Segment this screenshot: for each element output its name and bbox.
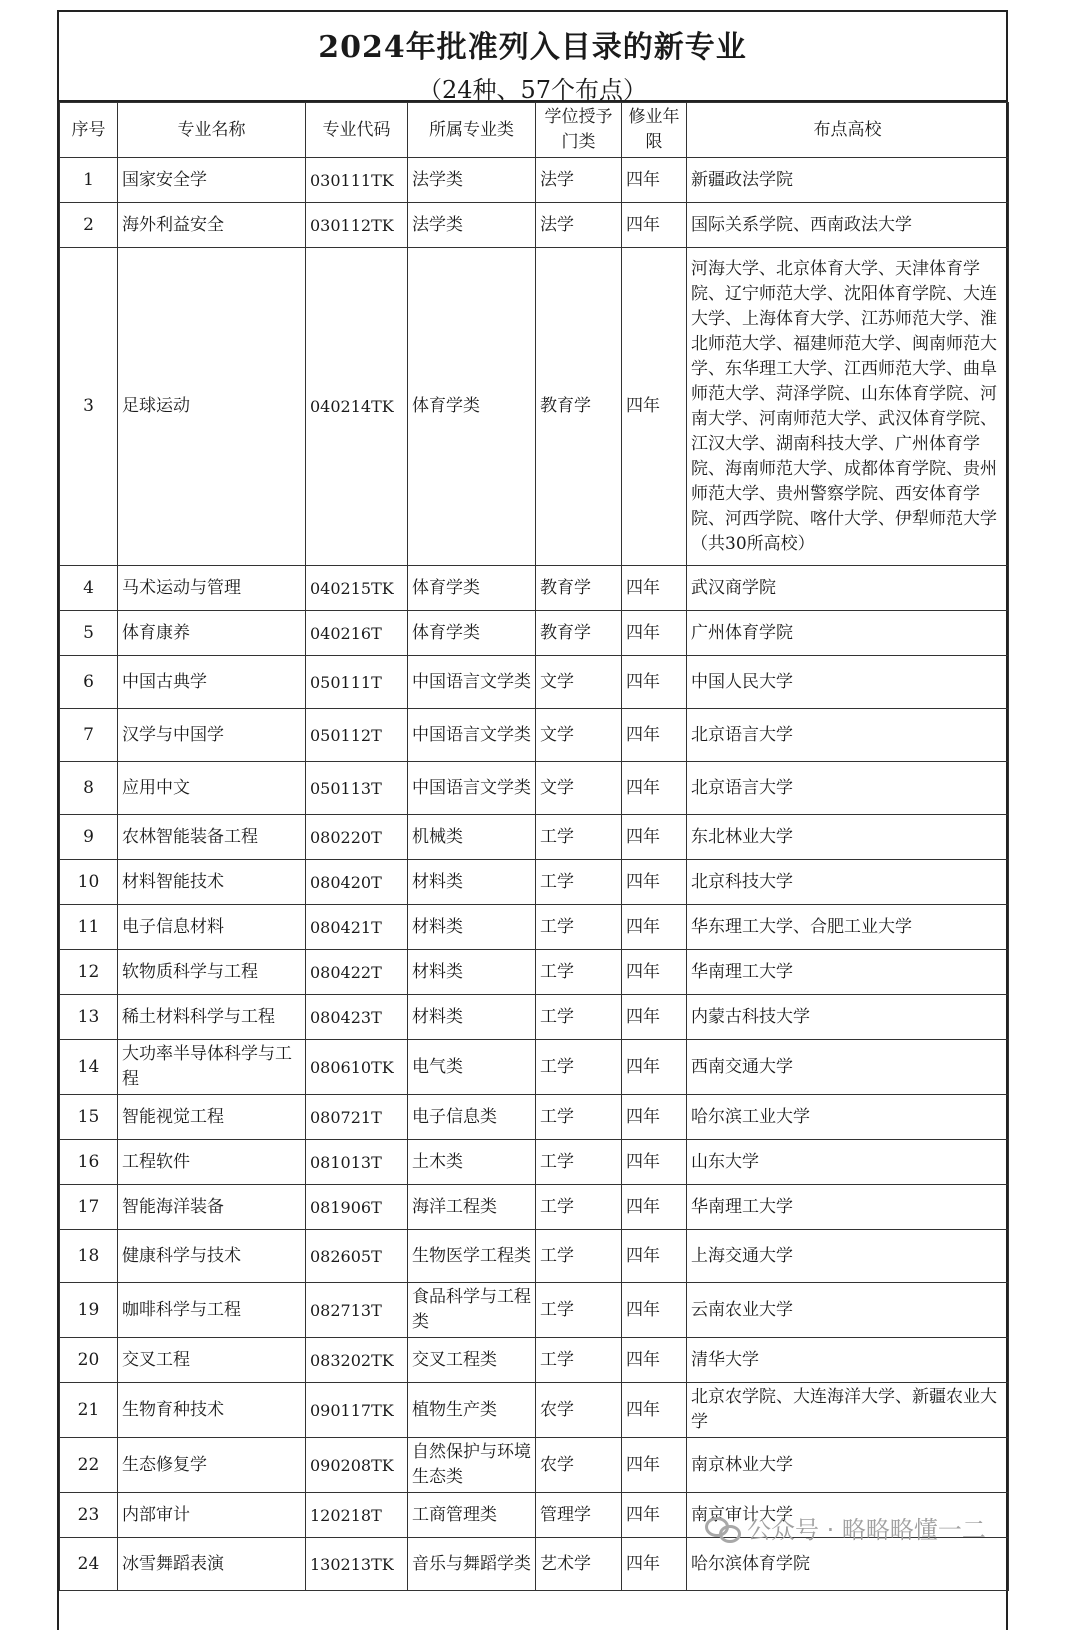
cell-no: 3 bbox=[60, 248, 118, 566]
cell-years: 四年 bbox=[622, 1338, 687, 1383]
cell-code: 030112TK bbox=[306, 203, 408, 248]
table-row bbox=[60, 1338, 1009, 1383]
cell-name: 冰雪舞蹈表演 bbox=[118, 1538, 306, 1591]
cell-schools: 南京审计大学 bbox=[687, 1493, 1009, 1538]
cell-degree: 管理学 bbox=[536, 1493, 622, 1538]
cell-years: 四年 bbox=[622, 762, 687, 815]
page-subtitle: （24种、57个布点） bbox=[417, 76, 648, 104]
cell-no: 4 bbox=[60, 566, 118, 611]
cell-code: 050111T bbox=[306, 656, 408, 709]
cell-no: 6 bbox=[60, 656, 118, 709]
cell-code: 090117TK bbox=[306, 1383, 408, 1438]
cell-years: 四年 bbox=[622, 1140, 687, 1185]
header-years: 修业年限 bbox=[622, 103, 687, 158]
cell-schools: 河海大学、北京体育大学、天津体育学院、辽宁师范大学、沈阳体育学院、大连大学、上海体育大学、江苏师范大学、淮北师范大学、福建师范大学、闽南师范大学、东华理工大学、江西师范大学、曲阜师范大学、菏泽学院、山东体育学院、河南大学、河南师范大学、武汉体育学院、江汉大学、湖南科技大学、广州体育学院、海南师范大学、成都体育学院、贵州师范大学、贵州警察学院、西安体育学院、河西学院、喀什大学、伊犁师范大学（共30所高校） bbox=[687, 248, 1009, 566]
watermark bbox=[705, 1510, 986, 1545]
cell-no: 19 bbox=[60, 1283, 118, 1338]
cell-years: 四年 bbox=[622, 1383, 687, 1438]
cell-code: 080220T bbox=[306, 815, 408, 860]
cell-category: 电气类 bbox=[408, 1040, 536, 1095]
table-row bbox=[60, 1230, 1009, 1283]
cell-name: 农林智能装备工程 bbox=[118, 815, 306, 860]
cell-code: 082713T bbox=[306, 1283, 408, 1338]
cell-schools: 中国人民大学 bbox=[687, 656, 1009, 709]
cell-degree: 工学 bbox=[536, 1230, 622, 1283]
cell-degree: 文学 bbox=[536, 656, 622, 709]
cell-name: 中国古典学 bbox=[118, 656, 306, 709]
cell-no: 20 bbox=[60, 1338, 118, 1383]
table-row bbox=[60, 860, 1009, 905]
majors-table bbox=[59, 102, 1009, 1591]
cell-years: 四年 bbox=[622, 566, 687, 611]
table-row bbox=[60, 709, 1009, 762]
cell-years: 四年 bbox=[622, 611, 687, 656]
cell-no: 16 bbox=[60, 1140, 118, 1185]
cell-no: 17 bbox=[60, 1185, 118, 1230]
cell-degree: 工学 bbox=[536, 905, 622, 950]
cell-degree: 教育学 bbox=[536, 566, 622, 611]
cell-degree: 艺术学 bbox=[536, 1538, 622, 1591]
header-no: 序号 bbox=[60, 103, 118, 158]
table-row bbox=[60, 950, 1009, 995]
cell-schools: 上海交通大学 bbox=[687, 1230, 1009, 1283]
cell-code: 040215TK bbox=[306, 566, 408, 611]
cell-category: 材料类 bbox=[408, 905, 536, 950]
cell-code: 080721T bbox=[306, 1095, 408, 1140]
cell-years: 四年 bbox=[622, 1438, 687, 1493]
cell-years: 四年 bbox=[622, 1095, 687, 1140]
cell-years: 四年 bbox=[622, 815, 687, 860]
cell-name: 海外利益安全 bbox=[118, 203, 306, 248]
cell-schools: 内蒙古科技大学 bbox=[687, 995, 1009, 1040]
cell-no: 9 bbox=[60, 815, 118, 860]
header-schools: 布点高校 bbox=[687, 103, 1009, 158]
cell-category: 海洋工程类 bbox=[408, 1185, 536, 1230]
cell-category: 中国语言文学类 bbox=[408, 656, 536, 709]
table-row bbox=[60, 995, 1009, 1040]
cell-years: 四年 bbox=[622, 709, 687, 762]
cell-years: 四年 bbox=[622, 1493, 687, 1538]
cell-no: 24 bbox=[60, 1538, 118, 1591]
cell-code: 040214TK bbox=[306, 248, 408, 566]
cell-degree: 工学 bbox=[536, 1140, 622, 1185]
cell-no: 8 bbox=[60, 762, 118, 815]
cell-no: 7 bbox=[60, 709, 118, 762]
cell-degree: 法学 bbox=[536, 203, 622, 248]
cell-name: 足球运动 bbox=[118, 248, 306, 566]
cell-no: 14 bbox=[60, 1040, 118, 1095]
cell-no: 11 bbox=[60, 905, 118, 950]
cell-schools: 北京语言大学 bbox=[687, 709, 1009, 762]
cell-schools: 西南交通大学 bbox=[687, 1040, 1009, 1095]
cell-schools: 北京科技大学 bbox=[687, 860, 1009, 905]
cell-no: 22 bbox=[60, 1438, 118, 1493]
cell-code: 080420T bbox=[306, 860, 408, 905]
table-row bbox=[60, 762, 1009, 815]
cell-category: 土木类 bbox=[408, 1140, 536, 1185]
table-row bbox=[60, 1438, 1009, 1493]
cell-degree: 农学 bbox=[536, 1383, 622, 1438]
cell-name: 稀土材料科学与工程 bbox=[118, 995, 306, 1040]
cell-category: 交叉工程类 bbox=[408, 1338, 536, 1383]
table-row bbox=[60, 1185, 1009, 1230]
table-header-row bbox=[60, 103, 1009, 158]
cell-name: 体育康养 bbox=[118, 611, 306, 656]
cell-name: 大功率半导体科学与工程 bbox=[118, 1040, 306, 1095]
watermark-text: 公众号 · 略略略懂一二 bbox=[747, 1516, 986, 1544]
cell-category: 材料类 bbox=[408, 860, 536, 905]
cell-name: 健康科学与技术 bbox=[118, 1230, 306, 1283]
cell-schools: 哈尔滨工业大学 bbox=[687, 1095, 1009, 1140]
table-row bbox=[60, 1538, 1009, 1591]
cell-category: 中国语言文学类 bbox=[408, 709, 536, 762]
table-row bbox=[60, 248, 1009, 566]
cell-name: 电子信息材料 bbox=[118, 905, 306, 950]
cell-category: 自然保护与环境生态类 bbox=[408, 1438, 536, 1493]
cell-schools: 南京林业大学 bbox=[687, 1438, 1009, 1493]
cell-schools: 清华大学 bbox=[687, 1338, 1009, 1383]
cell-schools: 北京农学院、大连海洋大学、新疆农业大学 bbox=[687, 1383, 1009, 1438]
cell-years: 四年 bbox=[622, 1538, 687, 1591]
cell-years: 四年 bbox=[622, 203, 687, 248]
cell-no: 13 bbox=[60, 995, 118, 1040]
cell-code: 080610TK bbox=[306, 1040, 408, 1095]
cell-category: 体育学类 bbox=[408, 248, 536, 566]
cell-code: 050112T bbox=[306, 709, 408, 762]
cell-code: 090208TK bbox=[306, 1438, 408, 1493]
cell-no: 21 bbox=[60, 1383, 118, 1438]
cell-category: 材料类 bbox=[408, 950, 536, 995]
table-row bbox=[60, 1040, 1009, 1095]
table-row bbox=[60, 815, 1009, 860]
cell-no: 5 bbox=[60, 611, 118, 656]
cell-code: 083202TK bbox=[306, 1338, 408, 1383]
cell-code: 080422T bbox=[306, 950, 408, 995]
cell-degree: 文学 bbox=[536, 762, 622, 815]
header-category: 所属专业类 bbox=[408, 103, 536, 158]
cell-degree: 农学 bbox=[536, 1438, 622, 1493]
cell-no: 1 bbox=[60, 158, 118, 203]
cell-years: 四年 bbox=[622, 158, 687, 203]
cell-no: 15 bbox=[60, 1095, 118, 1140]
cell-category: 植物生产类 bbox=[408, 1383, 536, 1438]
header-degree: 学位授予门类 bbox=[536, 103, 622, 158]
cell-schools: 华南理工大学 bbox=[687, 1185, 1009, 1230]
cell-category: 生物医学工程类 bbox=[408, 1230, 536, 1283]
cell-category: 机械类 bbox=[408, 815, 536, 860]
cell-degree: 工学 bbox=[536, 1185, 622, 1230]
table-row bbox=[60, 566, 1009, 611]
cell-schools: 哈尔滨体育学院 bbox=[687, 1538, 1009, 1591]
cell-code: 130213TK bbox=[306, 1538, 408, 1591]
cell-name: 智能视觉工程 bbox=[118, 1095, 306, 1140]
cell-degree: 教育学 bbox=[536, 248, 622, 566]
cell-category: 法学类 bbox=[408, 203, 536, 248]
table-row bbox=[60, 1283, 1009, 1338]
cell-schools: 云南农业大学 bbox=[687, 1283, 1009, 1338]
cell-name: 汉学与中国学 bbox=[118, 709, 306, 762]
cell-name: 马术运动与管理 bbox=[118, 566, 306, 611]
cell-schools: 东北林业大学 bbox=[687, 815, 1009, 860]
table-row bbox=[60, 1140, 1009, 1185]
cell-years: 四年 bbox=[622, 1230, 687, 1283]
cell-schools: 国际关系学院、西南政法大学 bbox=[687, 203, 1009, 248]
document-sheet bbox=[57, 10, 1008, 1630]
cell-schools: 北京语言大学 bbox=[687, 762, 1009, 815]
cell-code: 080421T bbox=[306, 905, 408, 950]
cell-name: 应用中文 bbox=[118, 762, 306, 815]
table-row bbox=[60, 611, 1009, 656]
cell-degree: 工学 bbox=[536, 1095, 622, 1140]
cell-code: 050113T bbox=[306, 762, 408, 815]
cell-name: 内部审计 bbox=[118, 1493, 306, 1538]
cell-years: 四年 bbox=[622, 995, 687, 1040]
cell-category: 工商管理类 bbox=[408, 1493, 536, 1538]
cell-name: 交叉工程 bbox=[118, 1338, 306, 1383]
header-code: 专业代码 bbox=[306, 103, 408, 158]
cell-schools: 广州体育学院 bbox=[687, 611, 1009, 656]
cell-category: 材料类 bbox=[408, 995, 536, 1040]
cell-years: 四年 bbox=[622, 905, 687, 950]
cell-category: 食品科学与工程类 bbox=[408, 1283, 536, 1338]
cell-code: 040216T bbox=[306, 611, 408, 656]
cell-no: 2 bbox=[60, 203, 118, 248]
cell-category: 体育学类 bbox=[408, 566, 536, 611]
cell-years: 四年 bbox=[622, 950, 687, 995]
cell-schools: 华南理工大学 bbox=[687, 950, 1009, 995]
title-block bbox=[59, 12, 1006, 102]
cell-code: 030111TK bbox=[306, 158, 408, 203]
cell-category: 音乐与舞蹈学类 bbox=[408, 1538, 536, 1591]
cell-schools: 华东理工大学、合肥工业大学 bbox=[687, 905, 1009, 950]
cell-degree: 教育学 bbox=[536, 611, 622, 656]
cell-no: 18 bbox=[60, 1230, 118, 1283]
cell-degree: 工学 bbox=[536, 1338, 622, 1383]
cell-degree: 工学 bbox=[536, 1040, 622, 1095]
cell-schools: 武汉商学院 bbox=[687, 566, 1009, 611]
cell-degree: 工学 bbox=[536, 860, 622, 905]
cell-years: 四年 bbox=[622, 1185, 687, 1230]
cell-name: 生态修复学 bbox=[118, 1438, 306, 1493]
cell-degree: 工学 bbox=[536, 1283, 622, 1338]
cell-years: 四年 bbox=[622, 1040, 687, 1095]
cell-name: 材料智能技术 bbox=[118, 860, 306, 905]
cell-degree: 法学 bbox=[536, 158, 622, 203]
table-row bbox=[60, 1383, 1009, 1438]
wechat-icon bbox=[705, 1515, 739, 1541]
cell-schools: 新疆政法学院 bbox=[687, 158, 1009, 203]
cell-name: 软物质科学与工程 bbox=[118, 950, 306, 995]
cell-years: 四年 bbox=[622, 1283, 687, 1338]
cell-no: 23 bbox=[60, 1493, 118, 1538]
cell-code: 081906T bbox=[306, 1185, 408, 1230]
table-row bbox=[60, 1095, 1009, 1140]
cell-category: 电子信息类 bbox=[408, 1095, 536, 1140]
header-name: 专业名称 bbox=[118, 103, 306, 158]
page-title: 2024年批准列入目录的新专业 bbox=[318, 30, 747, 65]
cell-degree: 工学 bbox=[536, 995, 622, 1040]
cell-category: 法学类 bbox=[408, 158, 536, 203]
table-row bbox=[60, 905, 1009, 950]
cell-degree: 工学 bbox=[536, 950, 622, 995]
cell-code: 120218T bbox=[306, 1493, 408, 1538]
cell-no: 10 bbox=[60, 860, 118, 905]
cell-name: 咖啡科学与工程 bbox=[118, 1283, 306, 1338]
cell-years: 四年 bbox=[622, 860, 687, 905]
cell-name: 生物育种技术 bbox=[118, 1383, 306, 1438]
cell-years: 四年 bbox=[622, 656, 687, 709]
cell-code: 080423T bbox=[306, 995, 408, 1040]
cell-category: 中国语言文学类 bbox=[408, 762, 536, 815]
cell-code: 082605T bbox=[306, 1230, 408, 1283]
cell-years: 四年 bbox=[622, 248, 687, 566]
table-row bbox=[60, 203, 1009, 248]
cell-code: 081013T bbox=[306, 1140, 408, 1185]
cell-category: 体育学类 bbox=[408, 611, 536, 656]
cell-degree: 工学 bbox=[536, 815, 622, 860]
table-row bbox=[60, 158, 1009, 203]
cell-no: 12 bbox=[60, 950, 118, 995]
cell-name: 工程软件 bbox=[118, 1140, 306, 1185]
cell-schools: 山东大学 bbox=[687, 1140, 1009, 1185]
table-row bbox=[60, 656, 1009, 709]
cell-name: 智能海洋装备 bbox=[118, 1185, 306, 1230]
cell-name: 国家安全学 bbox=[118, 158, 306, 203]
cell-degree: 文学 bbox=[536, 709, 622, 762]
